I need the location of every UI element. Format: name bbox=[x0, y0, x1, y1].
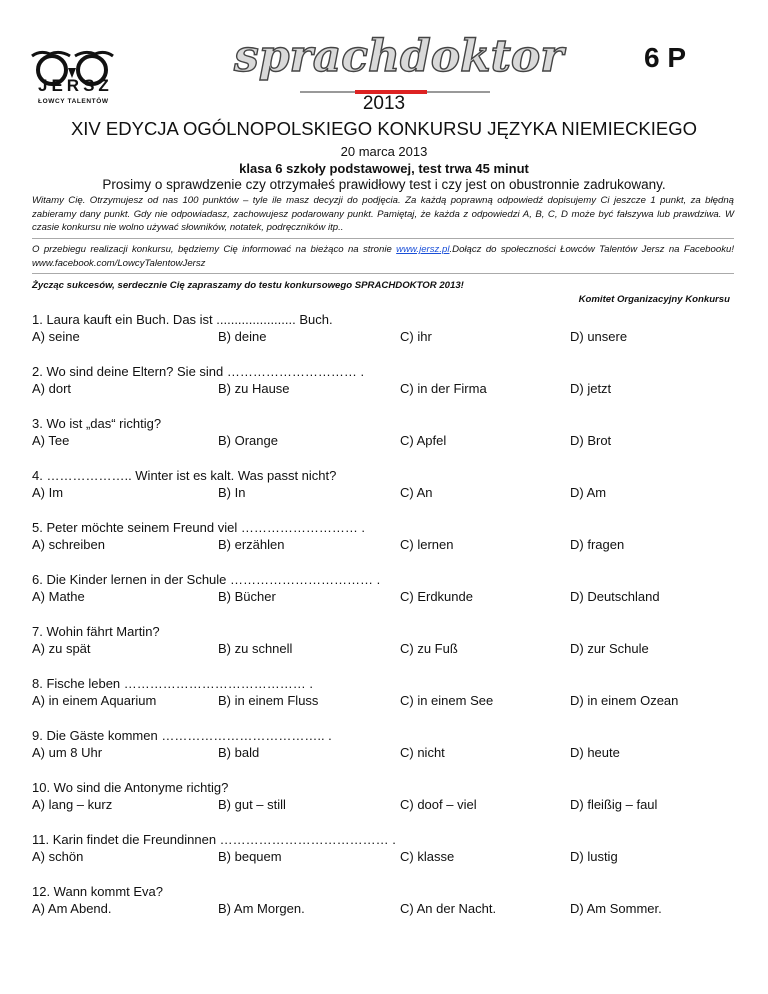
answer-option-a[interactable]: A) in einem Aquarium bbox=[32, 693, 157, 708]
question-item bbox=[32, 624, 742, 668]
question-item bbox=[32, 520, 742, 564]
rules-text: Witamy Cię. Otrzymujesz od nas 100 punktów – tyle ile masz decyzji do podjęcia. Za każdą poprawną odpowiedź dopisujemy Ci jeszcze 1 punkt, za błędną zabieramy dany punkt. Gdy nie odpowiadasz, zachowujesz podarowany punkt. Pamiętaj, że każda z odpowiedzi A, B, C, D może być fałszywa lub prawdziwa. W czasie konkursu nie wolno używać słowników, notatek, podręczników itp.. bbox=[32, 195, 734, 233]
year: 2013 bbox=[362, 93, 406, 114]
answer-option-d[interactable]: D) unsere bbox=[570, 329, 628, 344]
question-item bbox=[32, 312, 742, 356]
answer-option-d[interactable]: D) Am Sommer. bbox=[570, 901, 662, 916]
logo-subtitle: ŁOWCY TALENTÓW bbox=[38, 98, 109, 105]
question-item bbox=[32, 832, 742, 876]
answer-option-a[interactable]: A) um 8 Uhr bbox=[32, 745, 103, 760]
question-text: 8. Fische leben …………………………………… . bbox=[32, 676, 313, 691]
answer-option-c[interactable]: C) doof – viel bbox=[400, 797, 477, 812]
question-item bbox=[32, 884, 742, 928]
answer-option-a[interactable]: A) Mathe bbox=[32, 589, 85, 604]
question-text: 3. Wo ist „das“ richtig? bbox=[32, 416, 162, 431]
answer-option-d[interactable]: D) jetzt bbox=[570, 381, 612, 396]
answer-option-a[interactable]: A) Tee bbox=[32, 433, 70, 448]
answer-option-c[interactable]: C) An der Nacht. bbox=[400, 901, 497, 916]
answer-option-d[interactable]: D) in einem Ozean bbox=[570, 693, 679, 708]
answer-option-a[interactable]: A) schreiben bbox=[32, 537, 105, 552]
question-item bbox=[32, 416, 742, 460]
question-text: 5. Peter möchte seinem Freund viel ……………………… . bbox=[32, 520, 366, 535]
class-info: klasa 6 szkoły podstawowej, test trwa 45 minut bbox=[239, 161, 529, 176]
question-text: 9. Die Gäste kommen ……………………………….. . bbox=[32, 728, 332, 743]
question-text: 6. Die Kinder lernen in der Schule …………………………… . bbox=[32, 572, 381, 587]
answer-option-d[interactable]: D) Brot bbox=[570, 433, 612, 448]
answer-option-c[interactable]: C) lernen bbox=[400, 537, 454, 552]
answer-option-d[interactable]: D) lustig bbox=[570, 849, 618, 864]
separator bbox=[32, 273, 734, 274]
answer-option-b[interactable]: B) Orange bbox=[218, 433, 278, 448]
answer-option-a[interactable]: A) Im bbox=[32, 485, 64, 500]
answer-option-d[interactable]: D) Deutschland bbox=[570, 589, 660, 604]
answer-option-a[interactable]: A) seine bbox=[32, 329, 80, 344]
answer-option-b[interactable]: B) Bücher bbox=[218, 589, 276, 604]
answer-option-c[interactable]: C) nicht bbox=[400, 745, 445, 760]
answer-option-c[interactable]: C) ihr bbox=[400, 329, 432, 344]
answer-option-b[interactable]: B) zu schnell bbox=[218, 641, 293, 656]
question-item bbox=[32, 572, 742, 616]
committee-signature: Komitet Organizacyjny Konkursu bbox=[578, 294, 730, 305]
answer-option-c[interactable]: C) in der Firma bbox=[400, 381, 487, 396]
question-item bbox=[32, 728, 742, 772]
answer-option-b[interactable]: B) bald bbox=[218, 745, 260, 760]
question-text: 4. ……………….. Winter ist es kalt. Was passt nicht? bbox=[32, 468, 337, 483]
question-text: 12. Wann kommt Eva? bbox=[32, 884, 164, 899]
question-item bbox=[32, 780, 742, 824]
answer-option-d[interactable]: D) Am bbox=[570, 485, 607, 500]
answer-option-b[interactable]: B) erzählen bbox=[218, 537, 285, 552]
check-notice: Prosimy o sprawdzenie czy otrzymałeś prawidłowy test i czy jest on obustronnie zadrukowany. bbox=[102, 177, 666, 192]
answer-option-b[interactable]: B) deine bbox=[218, 329, 267, 344]
answer-option-c[interactable]: C) zu Fuß bbox=[400, 641, 458, 656]
test-code: 6 P bbox=[643, 42, 686, 73]
question-text: 11. Karin findet die Freundinnen ………………………………… . bbox=[32, 832, 396, 847]
answer-option-b[interactable]: B) bequem bbox=[218, 849, 282, 864]
question-text: 1. Laura kauft ein Buch. Das ist ...................... Buch. bbox=[32, 312, 333, 327]
answer-option-b[interactable]: B) zu Hause bbox=[218, 381, 290, 396]
question-item bbox=[32, 364, 742, 408]
logo-brand: JERSZ bbox=[38, 76, 113, 95]
separator bbox=[32, 238, 734, 239]
sprachdoktor-logo-text: sprachdoktor bbox=[234, 31, 564, 82]
question-item bbox=[32, 676, 742, 720]
answer-option-a[interactable]: A) zu spät bbox=[32, 641, 91, 656]
contest-date: 20 marca 2013 bbox=[340, 144, 428, 159]
answer-option-d[interactable]: D) zur Schule bbox=[570, 641, 649, 656]
answer-option-c[interactable]: C) Erdkunde bbox=[400, 589, 473, 604]
info-text: O przebiegu realizacji konkursu, będziemy Cię informować na bieżąco na stronie www.jersz.pl.Dołącz do społeczności Łowców Talentów Jersz na Facebooku! www.facebook.com/LowcyTalentowJersz bbox=[32, 244, 734, 269]
question-text: 2. Wo sind deine Eltern? Sie sind ………………………… . bbox=[32, 364, 365, 379]
edition-title: XIV EDYCJA OGÓLNOPOLSKIEGO KONKURSU JĘZYKA NIEMIECKIEGO bbox=[70, 118, 698, 139]
website-link[interactable]: www.jersz.pl bbox=[396, 244, 450, 255]
answer-option-a[interactable]: A) dort bbox=[32, 381, 72, 396]
answer-option-b[interactable]: B) Am Morgen. bbox=[218, 901, 305, 916]
question-text: 7. Wohin fährt Martin? bbox=[32, 624, 160, 639]
answer-option-a[interactable]: A) lang – kurz bbox=[32, 797, 113, 812]
answer-option-d[interactable]: D) fleißig – faul bbox=[570, 797, 658, 812]
answer-option-d[interactable]: D) heute bbox=[570, 745, 620, 760]
answer-option-b[interactable]: B) in einem Fluss bbox=[218, 693, 319, 708]
sprachdoktor-logo bbox=[230, 25, 564, 85]
answer-option-a[interactable]: A) Am Abend. bbox=[32, 901, 112, 916]
answer-option-c[interactable]: C) Apfel bbox=[400, 433, 447, 448]
answer-option-a[interactable]: A) schön bbox=[32, 849, 84, 864]
answer-option-c[interactable]: C) An bbox=[400, 485, 433, 500]
wish-text: Życząc sukcesów, serdecznie Cię zapraszamy do testu konkursowego SPRACHDOKTOR 2013! bbox=[32, 280, 464, 291]
answer-option-c[interactable]: C) in einem See bbox=[400, 693, 494, 708]
answer-option-c[interactable]: C) klasse bbox=[400, 849, 455, 864]
question-item bbox=[32, 468, 742, 512]
answer-option-d[interactable]: D) fragen bbox=[570, 537, 625, 552]
answer-option-b[interactable]: B) gut – still bbox=[218, 797, 286, 812]
question-text: 10. Wo sind die Antonyme richtig? bbox=[32, 780, 229, 795]
answer-option-b[interactable]: B) In bbox=[218, 485, 246, 500]
